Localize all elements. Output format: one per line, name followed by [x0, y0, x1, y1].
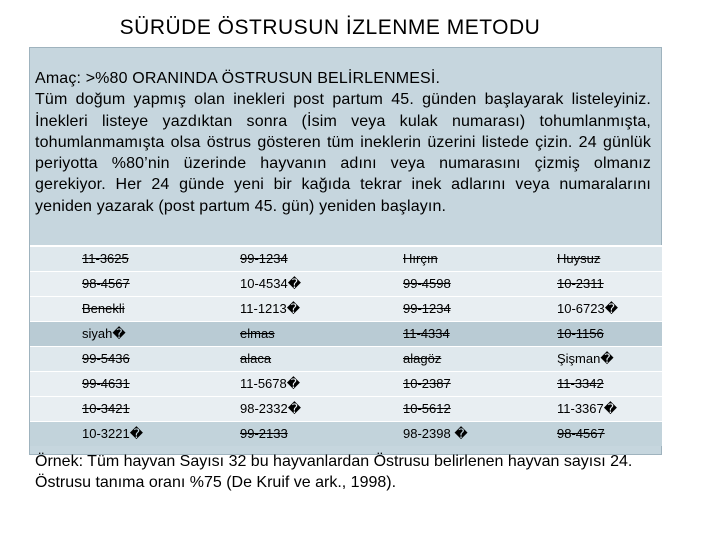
table-row: [30, 271, 662, 296]
cow-entry: 98-2332�: [180, 396, 337, 421]
table-row: [30, 421, 662, 446]
intro-text: [35, 68, 651, 217]
cow-entry-crossed: 99-1234: [180, 246, 337, 271]
goal-statement: Amaç: >%80 ORANINDA ÖSTRUSUN BELİRLENMESİ.: [35, 70, 441, 87]
cow-entry-crossed: 10-2387: [337, 371, 493, 396]
cow-entry-crossed: 10-2311: [493, 271, 662, 296]
cow-entry-crossed: Hırçın: [337, 246, 493, 271]
table-row: [30, 246, 662, 271]
method-description: Tüm doğum yapmış olan inekleri post partum 45. günden başlayarak listeleyiniz. İnekleri listeye yazdıktan sonra (İsim veya kulak numarası) tohumlanmışta, tohumlanmamışta olsa östrus gösteren tüm ineklerin üzerini listede çizin. 24 günlük periyotta %80’nin üzerinde hayvanın adını veya numarasını çizmiş olmanız gerekiyor. Her 24 günde yeni bir kağıda tekrar inek adlarını veya numaralarını yeniden yazarak (post partum 45. gün) yeniden başlayın.: [35, 91, 651, 215]
cow-entry-crossed: 98-4567: [30, 271, 180, 296]
cow-entry-crossed: 10-3421: [30, 396, 180, 421]
cow-entry-crossed: 11-4334: [337, 321, 493, 346]
cow-entry: Şişman�: [493, 346, 662, 371]
cow-entry-crossed: Huysuz: [493, 246, 662, 271]
cow-entry: 11-3367�: [493, 396, 662, 421]
cow-entry: 98-2398 �: [337, 421, 493, 446]
cow-entry-crossed: 99-1234: [337, 296, 493, 321]
cow-entry-crossed: 11-3625: [30, 246, 180, 271]
cow-entry-crossed: 98-4567: [493, 421, 662, 446]
cow-entry-crossed: elmas: [180, 321, 337, 346]
cow-entry-crossed: 10-5612: [337, 396, 493, 421]
cow-entry: 10-4534�: [180, 271, 337, 296]
cow-entry: 10-6723�: [493, 296, 662, 321]
cow-entry-crossed: 99-4598: [337, 271, 493, 296]
cow-entry: 10-3221�: [30, 421, 180, 446]
cow-entry-crossed: 10-1156: [493, 321, 662, 346]
cow-entry: 11-5678�: [180, 371, 337, 396]
cow-list-table: [30, 245, 662, 446]
cow-entry-crossed: 99-4631: [30, 371, 180, 396]
table-row: [30, 321, 662, 346]
slide-title: SÜRÜDE ÖSTRUSUN İZLENME METODU: [119, 16, 541, 39]
cow-entry: siyah�: [30, 321, 180, 346]
cow-entry-crossed: alagöz: [337, 346, 493, 371]
cow-entry: 11-1213�: [180, 296, 337, 321]
cow-list-body: [30, 246, 662, 446]
table-row: [30, 296, 662, 321]
table-row: [30, 346, 662, 371]
table-row: [30, 396, 662, 421]
table-row: [30, 371, 662, 396]
cow-entry-crossed: 11-3342: [493, 371, 662, 396]
cow-entry-crossed: Benekli: [30, 296, 180, 321]
cow-entry-crossed: 99-2133: [180, 421, 337, 446]
example-note: Örnek: Tüm hayvan Sayısı 32 bu hayvanlardan Östrusu belirlenen hayvan sayısı 24. Östrusu tanıma oranı %75 (De Kruif ve ark., 1998).: [35, 453, 633, 492]
cow-entry-crossed: alaca: [180, 346, 337, 371]
cow-entry-crossed: 99-5436: [30, 346, 180, 371]
